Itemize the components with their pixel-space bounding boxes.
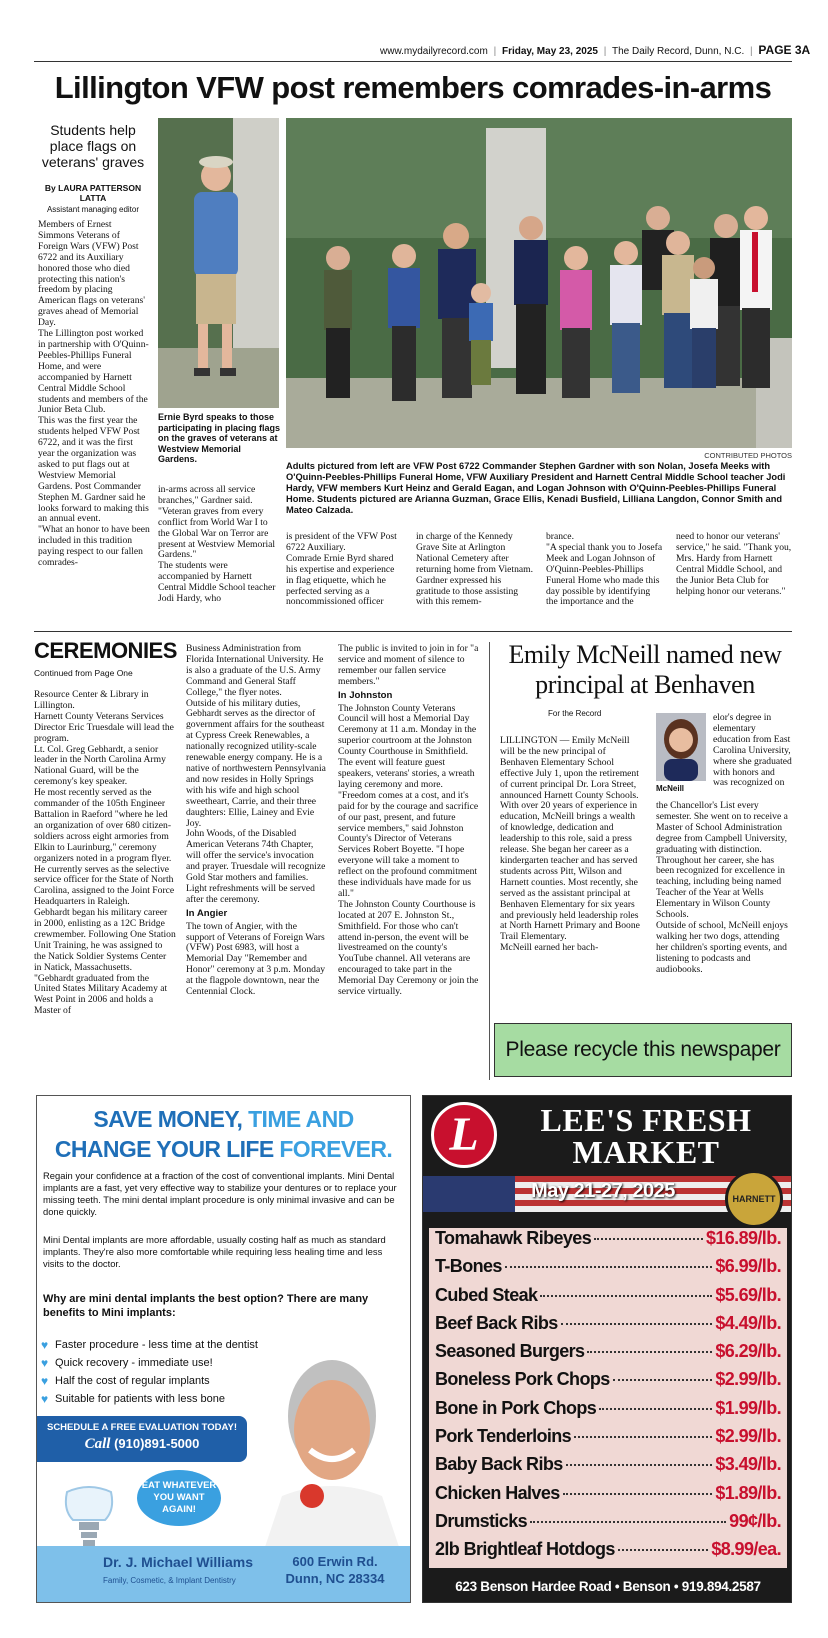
smiling-man-image (252, 1346, 410, 1556)
price-item-price: $8.99/ea. (711, 1539, 781, 1560)
vfw-headline: Lillington VFW post remembers comrades-in-arms (54, 70, 772, 105)
lees-footer: 623 Benson Hardee Road • Benson • 919.894.2587 (455, 1579, 761, 1594)
subhead-johnston: In Johnston (338, 689, 393, 701)
price-item-price: 99¢/lb. (729, 1510, 781, 1531)
recycle-box (494, 1023, 792, 1077)
price-item-name: Beef Back Ribs (435, 1312, 558, 1333)
header-separator: | (603, 46, 607, 57)
price-row (429, 1511, 787, 1539)
vfw-column-2 (158, 485, 276, 633)
photo-ernie-byrd-image (158, 118, 279, 408)
page-number: PAGE 3A (758, 43, 811, 57)
dental-headline-part: TIME AND (248, 1106, 354, 1132)
lees-title (505, 1104, 787, 1168)
bubble-text: EAT WHATEVER YOU WANT AGAIN! (141, 1480, 217, 1515)
price-row (429, 1256, 787, 1284)
ceremonies-column-2 (186, 644, 328, 1082)
dental-headline-part: FOREVER. (279, 1136, 393, 1162)
price-leader-dots (613, 1379, 713, 1381)
price-leader-dots (574, 1436, 712, 1438)
header-url[interactable]: www.mydailyrecord.com (380, 46, 488, 57)
subhead-angier: In Angier (186, 907, 228, 919)
benefit-text: Faster procedure - less time at the dentist (55, 1339, 258, 1351)
photo-group[interactable] (286, 118, 792, 448)
price-row (429, 1228, 787, 1256)
cta-call-word: Call (84, 1436, 111, 1452)
price-row (429, 1426, 787, 1454)
price-item-price: $1.89/lb. (715, 1482, 781, 1503)
price-item-name: Tomahawk Ribeyes (435, 1228, 592, 1248)
ceremonies-column-3 (338, 644, 480, 1082)
dental-para-1: Regain your confidence at a fraction of the cost of conventional implants. Mini Dental implants are a fast, yet very effective way to stabilize your dentures or to replace your missing teeth. The mini dental implant procedure is only minimal invasive and can be done quickly. (43, 1170, 397, 1217)
price-item-price: $2.99/lb. (715, 1369, 781, 1390)
lees-market-ad[interactable] (422, 1095, 792, 1603)
lees-title-line2: MARKET (572, 1134, 720, 1170)
mcneill-credit: For the Record (548, 709, 602, 718)
mcneill-text-1: LILLINGTON — Emily McNeill will be the new principal of Benhaven Elementary School effective July 1, upon the retirement of current principal Dr. Lora Street, announced Harnett County Schools. With over 20 years of experience in education, McNeill brings a wealth of knowledge, dedication and leadership to this role, said a press release. She began her career as a kindergarten teacher and has served students across Pitt, Wilson and Harnett counties. Most recently, she served as the assistant principal at Benhaven Elementary for six years and previously held leadership roles at North Harnett Primary and Boone Trail Elementary. McNeill earned her bach- (500, 736, 640, 954)
page-header (380, 43, 811, 59)
vfw-column-4 (416, 532, 534, 632)
price-item-name: T-Bones (435, 1256, 502, 1277)
benefit-text: Suitable for patients with less bone (55, 1393, 225, 1405)
ceremonies-text-2a: Business Administration from Florida International University. He is also a graduate of the U.S. Army Command and General Staff College," the flyer notes. Outside of his military duties, Gebhardt serves as the director of government affairs for the southeast at Cypress Creek Renewables, a nationally recognized utility-scale renewable energy company. He is a native of northwestern Pennsylvania and now resides in Holly Springs with his wife and high school sweetheart, Carrie, and their three daughters: Ellie, Lainey and Evie Joy. John Woods, of the Disabled American Veterans 74th Chapter, will offer the service's invocation and prayer. Truesdale will recognize Gold Star mothers and families. Light refreshments will be served after the ceremony. (186, 644, 326, 905)
header-separator: | (750, 46, 753, 57)
price-item-price: $6.99/lb. (715, 1256, 781, 1277)
price-item-name: 2lb Brightleaf Hotdogs (435, 1539, 615, 1560)
cta-phone-number[interactable]: (910)891-5000 (114, 1436, 200, 1451)
dental-doctor-name: Dr. J. Michael Williams (103, 1554, 254, 1570)
mcneill-photo-caption: McNeill (656, 784, 685, 793)
dental-address-2: Dunn, NC 28334 (285, 1571, 385, 1586)
lees-logo (431, 1102, 497, 1168)
vfw-text-2: in-arms across all service branches," Gardner said. "Veteran graves from every conflict from World War I to the Global War on Terror are present at Westview Memorial Gardens." The students were accompanied by Harnett Central Middle School teacher Jodi Hardy, who (158, 485, 276, 605)
price-item-name: Seasoned Burgers (435, 1341, 585, 1362)
price-leader-dots (530, 1521, 726, 1523)
header-date: Friday, May 23, 2025 (501, 46, 598, 57)
price-leader-dots (587, 1351, 712, 1353)
benefit-text: Half the cost of regular implants (55, 1375, 210, 1387)
dental-headline (37, 1104, 410, 1164)
dental-ad[interactable] (36, 1095, 411, 1603)
mcneill-column-1 (500, 736, 640, 1036)
vfw-column-6 (676, 532, 792, 632)
vfw-text-4: in charge of the Kennedy Grave Site at Arlington National Cemetery after returning home from Vietnam. Gardner expressed his gratitude to those assisting with this remem- (416, 532, 534, 608)
price-item-name: Bone in Pork Chops (435, 1397, 597, 1418)
price-item-name: Pork Tenderloins (435, 1426, 572, 1447)
lees-price-list (429, 1228, 787, 1568)
price-item-price: $1.99/lb. (715, 1397, 781, 1418)
price-leader-dots (594, 1238, 703, 1240)
tooth-icon: ♥ (41, 1356, 49, 1370)
dental-cta-banner[interactable] (37, 1416, 247, 1462)
price-leader-dots (566, 1464, 713, 1466)
vfw-column-5 (546, 532, 664, 632)
ceremonies-text-2b: The town of Angier, with the support of Veterans of Foreign Wars (VFW) Post 6983, will host a Memorial Day "Remember and Honor" ceremony at 3 p.m. Monday at the flagpole downtown, near the Centennial Clock. (186, 920, 325, 998)
lees-logo-letter: L (449, 1108, 479, 1161)
dental-para-2: Mini Dental implants are more affordable, usually costing half as much as standard implants. They're also more comfortable while requiring less healing time and less visits to the doctor. (43, 1234, 386, 1269)
price-leader-dots (561, 1323, 713, 1325)
price-row (429, 1313, 787, 1341)
tooth-icon: ♥ (41, 1338, 49, 1352)
mcneill-text-2b: the Chancellor's List every semester. She went on to receive a Master of School Administration degree from Campbell University, graduating with distinction. Throughout her career, she has been recognized for excellence in teaching, including being named Teacher of the Year at Wells Elementary in Wilson County Schools. Outside of school, McNeill enjoys walking her two dogs, attending her children's sporting events, and listening to podcasts and audiobooks. (656, 801, 788, 975)
ceremonies-text-3b: The Johnston County Veterans Council will host a Memorial Day Ceremony at 11 a.m. Monday in the superior courtroom at the Johnston County Courthouse in Smithfield. The event will feature guest speakers, veterans' stories, a wreath laying ceremony and more. "Freedom comes at a cost, and it's paid for by the courage and sacrifice of our past, present, and future service members," said Johnston County's Director of Veterans Services Robert Boyette. "I hope everyone will take a moment to reflect on the profound commitment these individuals have made for us all." The Johnston County Courthouse is located at 207 E. Johnston St., Smithfield. For those who can't attend in-person, the event will be livestreamed on the county's YouTube channel. All veterans are encouraged to take part in the Memorial Day Ceremony or join the service virtually. (338, 702, 479, 998)
price-item-name: Chicken Halves (435, 1482, 560, 1503)
price-leader-dots (540, 1295, 712, 1297)
price-item-name: Drumsticks (435, 1510, 528, 1531)
price-leader-dots (618, 1549, 709, 1551)
dental-headline-line2 (37, 1134, 410, 1164)
price-leader-dots (563, 1493, 713, 1495)
price-item-price: $2.99/lb. (715, 1426, 781, 1447)
header-rule (34, 61, 792, 62)
cta-phone-line (37, 1436, 247, 1453)
mcneill-photo-image (656, 713, 706, 781)
vfw-text-1: Members of Ernest Simmons Veterans of Foreign Wars (VFW) Post 6722 and its Auxiliary honored those who died protecting this nation's freedom by placing American flags on veterans' graves ahead of Memorial Day. The Lillington post worked in partnership with O'Quinn-Peebles-Phillips Funeral Home, and were accompanied by Harnett Central Middle School students and members of the Junior Beta Club. This was the first year the students helped VFW Post 6722, and it was the first year the organization was asked to put flags out at Westview Memorial Gardens. Post Commander Stephen M. Gardner said he looks forward to making this an annual event. "What an honor to have been included in this tradition paying respect to our fallen comrades- (38, 220, 150, 569)
vfw-text-6: need to honor our veterans' service," he said. "Thank you, Mrs. Hardy from Harnett Central Middle School, and the Junior Beta Club for helping honor our veterans." (676, 532, 792, 597)
header-paper: The Daily Record, Dunn, N.C. (611, 46, 745, 57)
price-item-price: $4.49/lb. (715, 1312, 781, 1333)
price-leader-dots (505, 1266, 713, 1268)
photo-caption-small: Ernie Byrd speaks to those participating in placing flags on the graves of veterans at Westview Memorial Gardens. (158, 412, 281, 464)
benefit-item (41, 1390, 281, 1408)
benefit-text: Quick recovery - immediate use! (55, 1357, 213, 1369)
dental-address-1: 600 Erwin Rd. (292, 1554, 378, 1569)
mcneill-column-2a (713, 713, 792, 801)
ceremonies-continued: Continued from Page One (34, 668, 133, 678)
ceremonies-title: CEREMONIES (34, 638, 177, 663)
vfw-deck: Students help place flags on veterans' graves (41, 122, 145, 170)
price-item-price: $5.69/lb. (715, 1284, 781, 1305)
dental-benefits-list (41, 1336, 281, 1408)
vfw-column-3 (286, 532, 404, 632)
mcneill-column-2b (656, 801, 792, 1011)
harnett-seal (725, 1170, 783, 1228)
mcneill-photo[interactable] (656, 713, 706, 781)
lees-title-line1: LEE'S FRESH (540, 1102, 752, 1138)
price-row (429, 1285, 787, 1313)
price-item-price: $16.89/lb. (705, 1228, 781, 1248)
ceremonies-text-1: Resource Center & Library in Lillington. Harnett County Veterans Services Director Eric Truesdale will lead the program. Lt. Col. Greg Gebhardt, a senior leader in the North Carolina Army National Guard, will be the ceremony's key speaker. He most recently served as the commander of the 105th Engineer Battalion in Raeford "where he led an organization of over 680 citizen-soldiers across eight armories from Elkin to Laurinburg," ceremony organizers noted in a program flyer. He currently serves as the selective service officer for the State of North Carolina, assigned to the Joint Force Headquarters in Raleigh. Gebhardt began his military career in 2000, enlisting as a 12C Bridge crewmember. Following One Station Unit Training, he was assigned to the Natick Soldier Systems Center in Natick, Massachusetts. "Gebhardt graduated from the United States Military Academy at West Point in 2006 and holds a Master of (34, 690, 176, 1017)
ceremonies-text-3a: The public is invited to join in for "a service and moment of silence to remember our fallen service members." (338, 644, 479, 687)
price-row (429, 1341, 787, 1369)
mcneill-text-2a: elor's degree in elementary education from East Carolina University, where she graduated with honors and was recognized on (713, 713, 792, 789)
dental-headline-part: CHANGE YOUR LIFE (54, 1136, 280, 1162)
price-row (429, 1369, 787, 1397)
mcneill-headline: Emily McNeill named new principal at Benhaven (508, 640, 782, 699)
price-row (429, 1454, 787, 1482)
tooth-icon: ♥ (41, 1392, 49, 1406)
header-separator: | (493, 46, 497, 57)
price-item-name: Cubed Steak (435, 1284, 538, 1305)
vfw-column-1 (38, 220, 150, 632)
lees-price-board (429, 1228, 787, 1568)
price-item-price: $3.49/lb. (715, 1454, 781, 1475)
cta-schedule-text: SCHEDULE A FREE EVALUATION TODAY! (46, 1422, 237, 1433)
price-leader-dots (599, 1408, 712, 1410)
price-row (429, 1539, 787, 1567)
price-item-name: Boneless Pork Chops (435, 1369, 610, 1390)
benefit-item (41, 1354, 281, 1372)
lees-flag-stars (423, 1176, 515, 1212)
dental-bubble (137, 1470, 221, 1526)
photo-credit: CONTRIBUTED PHOTOS (704, 451, 792, 460)
tooth-icon: ♥ (41, 1374, 49, 1388)
vfw-byline-title: Assistant managing editor (46, 205, 140, 214)
photo-caption-large: Adults pictured from left are VFW Post 6722 Commander Stephen Gardner with son Nolan, Josefa Meeks with O'Quinn-Peebles-Phillips Funeral Home, VFW Auxiliary President and Harnett Central Middle School teacher Jodi Hardy, VFW members Kurt Heinz and Gerald Eagan, and Logan Johnson with O'Quinn-Peebles-Phillips Funeral Home. Students pictured are Arianna Guzman, Grace Ellis, Kenadi Busfield, Lilliana Langdon, Connor Smith and Mateo Calzada. (286, 461, 786, 515)
column-rule (489, 642, 490, 1080)
vfw-text-5: brance. "A special thank you to Josefa Meek and Logan Johnson of O'Quinn-Peebles-Phillips Funeral Home who made this day possible by identifying the importance and the (546, 532, 663, 608)
photo-ernie-byrd[interactable] (158, 118, 279, 408)
benefit-item (41, 1336, 281, 1354)
ceremonies-column-1 (34, 690, 176, 1082)
dental-headline-line1 (37, 1104, 410, 1134)
price-item-price: $6.29/lb. (715, 1341, 781, 1362)
price-row (429, 1398, 787, 1426)
harnett-seal-text: HARNETT (732, 1194, 776, 1204)
price-row (429, 1483, 787, 1511)
recycle-text: Please recycle this newspaper (505, 1038, 781, 1061)
dental-question: Why are mini dental implants the best option? There are many benefits to Mini implants: (43, 1293, 369, 1319)
dental-doctor-sub: Family, Cosmetic, & Implant Dentistry (103, 1576, 236, 1585)
photo-group-image (286, 118, 792, 448)
dental-headline-part: SAVE MONEY, (93, 1106, 249, 1132)
lees-dates: May 21-27, 2025 (531, 1180, 675, 1202)
benefit-item (41, 1372, 281, 1390)
vfw-byline: By LAURA PATTERSON LATTA (44, 183, 142, 203)
section-divider (34, 631, 792, 632)
price-item-name: Baby Back Ribs (435, 1454, 563, 1475)
vfw-text-3: is president of the VFW Post 6722 Auxiliary. Comrade Ernie Byrd shared his expertise and experience in flag etiquette, which he perfected serving as a noncommissioned officer (286, 532, 397, 608)
